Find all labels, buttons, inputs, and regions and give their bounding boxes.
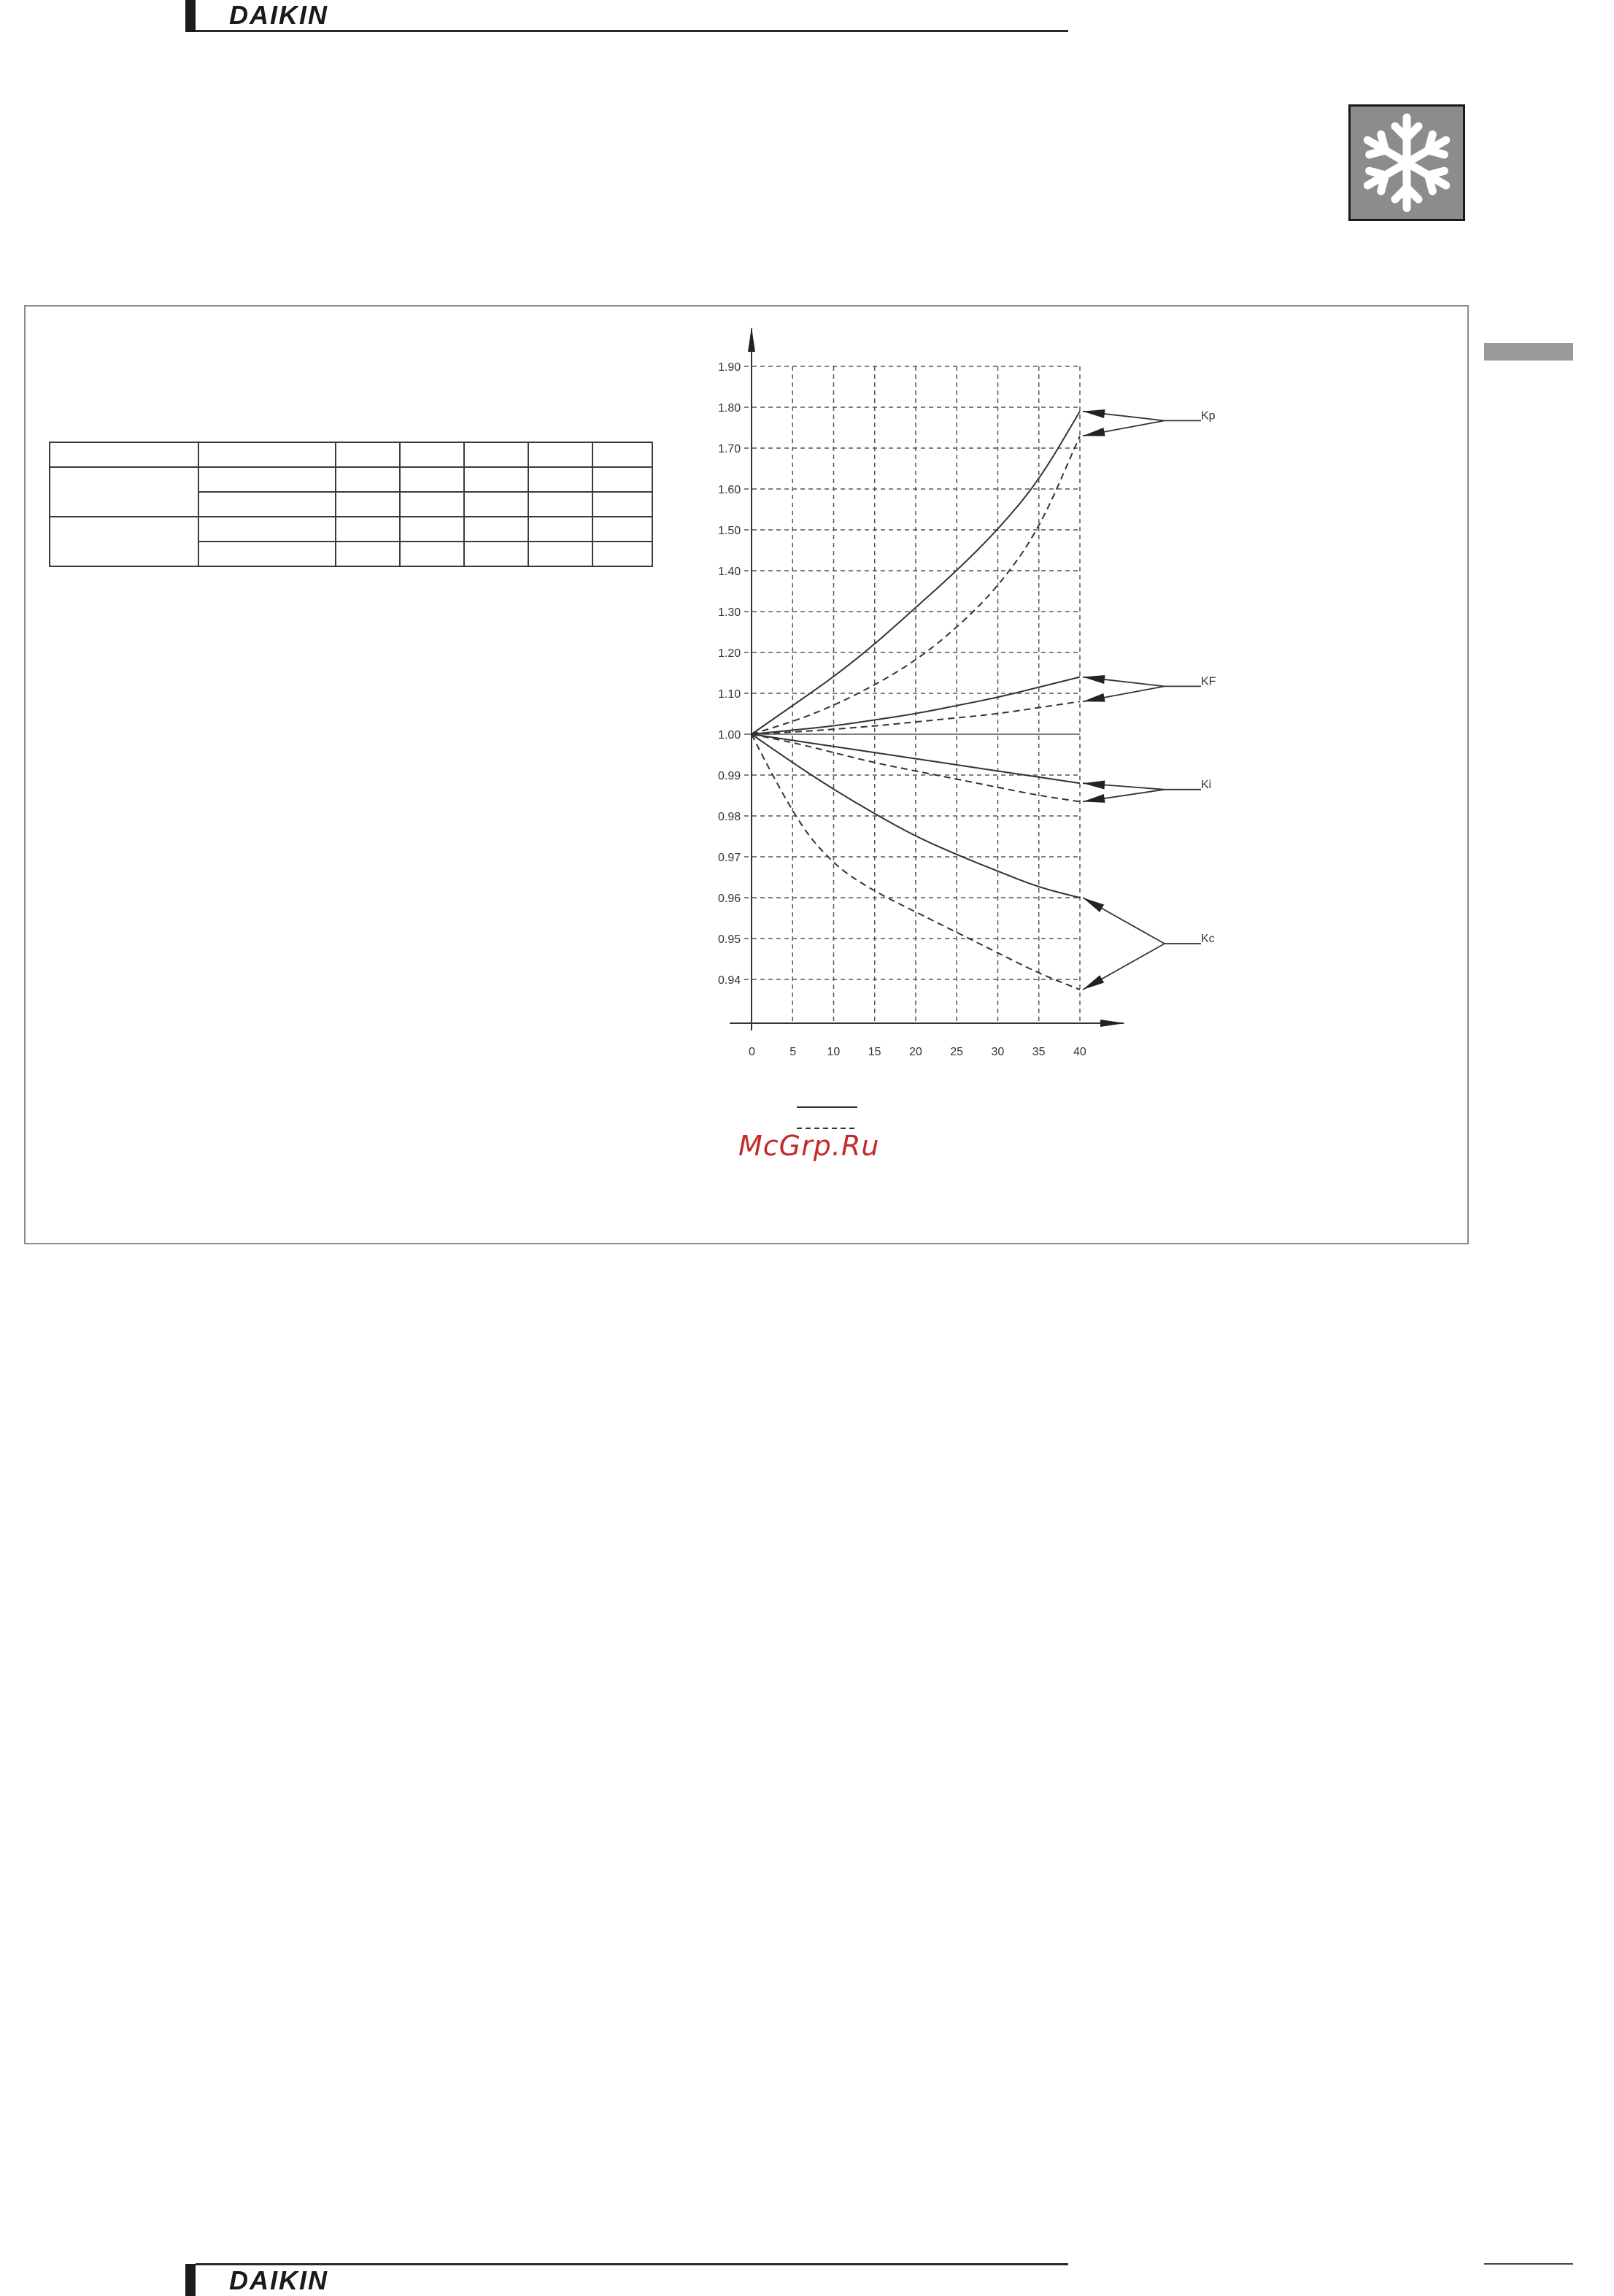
y-tick-label: 0.95 xyxy=(718,933,741,946)
y-tick-label: 0.97 xyxy=(718,852,741,864)
callout-label-kc: Kc xyxy=(1201,933,1215,945)
x-axis-arrow xyxy=(1100,1020,1125,1027)
callout-label-kf: KF xyxy=(1201,675,1216,688)
watermark-text: McGrp.Ru xyxy=(738,1130,880,1162)
y-tick-label: 1.70 xyxy=(718,443,741,455)
series-kc-dashed xyxy=(752,734,1080,990)
chart-ticks xyxy=(718,361,1086,1058)
y-tick-label: 1.30 xyxy=(718,606,741,619)
x-tick-label: 20 xyxy=(909,1046,922,1058)
y-tick-label: 1.40 xyxy=(718,566,741,578)
chart-legend xyxy=(797,1107,857,1128)
y-tick-label: 1.00 xyxy=(718,729,741,741)
x-tick-label: 25 xyxy=(950,1046,964,1058)
y-tick-label: 0.99 xyxy=(718,770,741,782)
x-tick-label: 10 xyxy=(827,1046,841,1058)
y-tick-label: 1.20 xyxy=(718,647,741,660)
callout-arrowhead-kc xyxy=(1083,898,1104,912)
callout-arrowhead-ki xyxy=(1083,781,1105,790)
footer-accent-bar xyxy=(185,2264,196,2296)
x-tick-label: 0 xyxy=(749,1046,755,1058)
x-tick-label: 40 xyxy=(1073,1046,1086,1058)
x-tick-label: 5 xyxy=(789,1046,797,1058)
callout-arrowhead-kc xyxy=(1083,975,1104,990)
callout-arrowhead-kf xyxy=(1083,675,1105,684)
y-tick-label: 0.94 xyxy=(718,974,741,987)
y-tick-label: 1.80 xyxy=(718,402,741,415)
x-tick-label: 35 xyxy=(1032,1046,1046,1058)
y-tick-label: 0.98 xyxy=(718,811,741,823)
y-tick-label: 1.90 xyxy=(718,361,741,374)
chart-callouts xyxy=(1083,409,1216,990)
header-logo: DAIKIN xyxy=(229,0,328,30)
x-tick-label: 30 xyxy=(991,1046,1005,1058)
y-tick-label: 1.60 xyxy=(718,484,741,496)
callout-arrowhead-kp xyxy=(1083,428,1105,436)
y-tick-label: 1.50 xyxy=(718,525,741,537)
y-tick-label: 0.96 xyxy=(718,893,741,905)
footer-logo: DAIKIN xyxy=(229,2265,328,2295)
callout-arrowhead-ki xyxy=(1083,794,1105,803)
callout-label-kp: Kp xyxy=(1201,409,1216,423)
footer-side-rule xyxy=(1484,2263,1573,2265)
chart-grid xyxy=(744,366,1080,1023)
y-axis-arrow xyxy=(748,327,755,352)
chart-axes xyxy=(730,327,1125,1030)
y-tick-label: 1.10 xyxy=(718,688,741,701)
callout-arrowhead-kp xyxy=(1083,409,1105,418)
callout-arrowhead-kf xyxy=(1083,693,1105,702)
series-kp-solid xyxy=(752,412,1080,734)
x-tick-label: 15 xyxy=(868,1046,881,1058)
callout-label-ki: Ki xyxy=(1201,778,1212,791)
